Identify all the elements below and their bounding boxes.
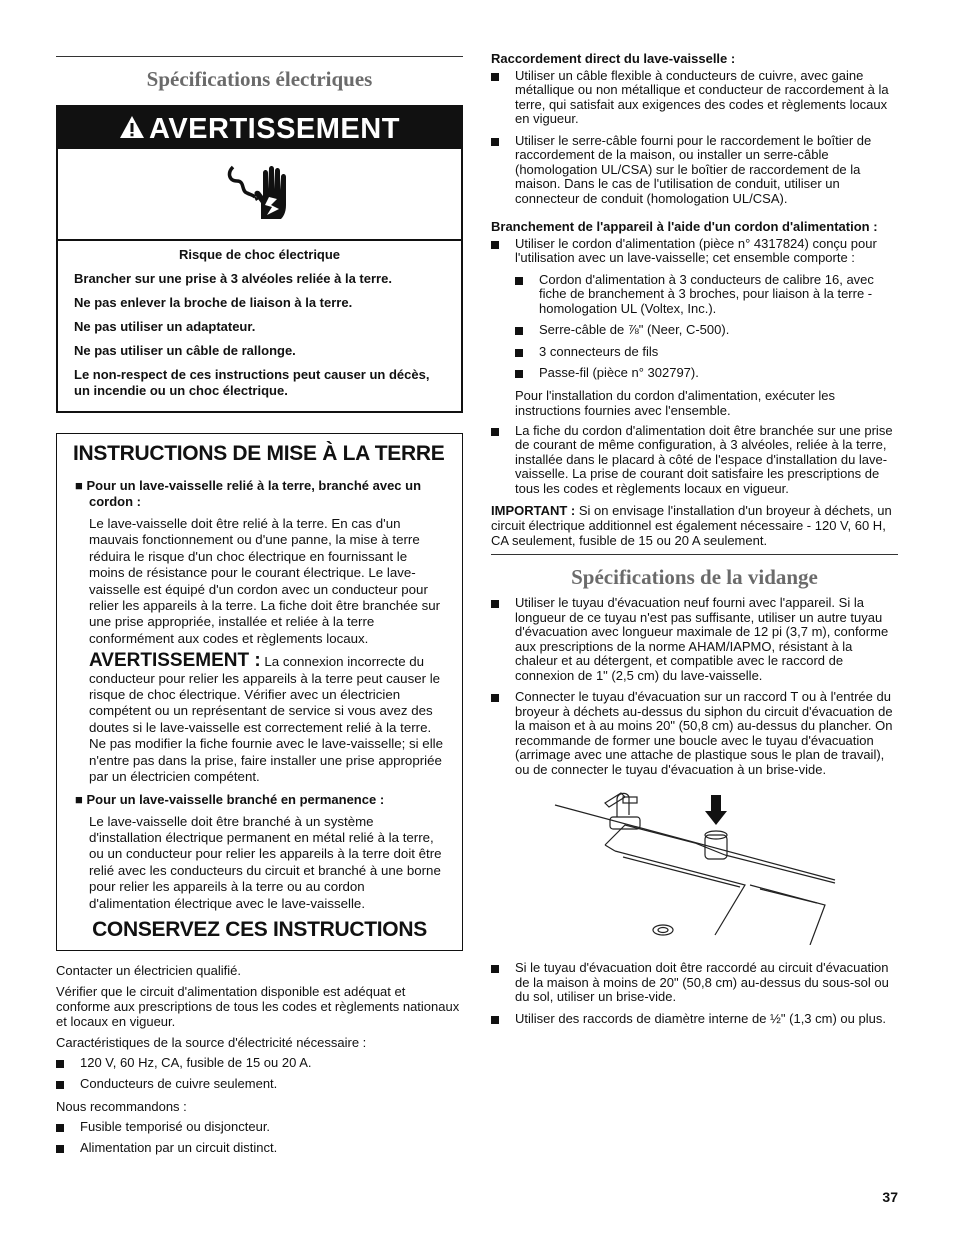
grounding-bullet-text: Pour un lave-vaisselle relié à la terre, branché avec un cordon : <box>86 478 422 509</box>
top-rule <box>56 56 463 57</box>
list-item: Si le tuyau d'évacuation doit être raccordé au circuit d'évacuation de la maison à moins de 20" (50,8 cm) au-dessus du sous-sol ou du sol, utiliser un brise-vide. <box>491 961 898 1005</box>
grounding-bullet-corded <box>73 478 446 510</box>
warning-title: AVERTISSEMENT <box>149 113 400 145</box>
drain-list <box>491 596 898 777</box>
right-column <box>491 52 898 1033</box>
list-item: Connecter le tuyau d'évacuation sur un raccord T ou à l'entrée du broyeur à déchets au-dessus du siphon du circuit d'évacuation de la maison et à au moins 20" (50,8 cm) au-dessus du plancher. On recommande de former une boucle avec le tuyau d'évacuation (arrimage avec une attache de plastique sous le plan de travail), ou de connecter le tuyau d'évacuation à un brise-vide. <box>491 690 898 777</box>
direct-connection-list <box>491 69 898 207</box>
sink-drain-illustration <box>545 785 845 945</box>
list-item: Conducteurs de cuivre seulement. <box>56 1077 463 1092</box>
warning-inline-text: La connexion incorrecte du conducteur pour relier les appareils à la terre peut causer le risque de choc électrique. Vérifier avec un électricien compétent ou un représentant de service si vous avez des doutes si le lave-vaisselle est correctement relié à la terre. Ne pas modifier la fiche fournie avec le lave-vaisselle; si elle n'entre pas dans la prise, faire installer une prise appropriée par un électricien compétent. <box>89 654 444 785</box>
list-item: Passe-fil (pièce n° 302797). <box>515 366 898 381</box>
warning-box <box>56 105 463 413</box>
list-item: Fusible temporisé ou disjoncteur. <box>56 1120 463 1135</box>
contact-electrician: Contacter un électricien qualifié. <box>56 962 241 978</box>
left-column <box>56 56 463 1163</box>
warning-text <box>58 241 461 411</box>
grounding-warning-paragraph <box>73 650 446 785</box>
drain-list-2 <box>491 961 898 1026</box>
important-label: IMPORTANT : <box>491 503 576 518</box>
electrical-requirements <box>56 963 463 1156</box>
important-note <box>491 503 898 548</box>
grounding-paragraph: Le lave-vaisselle doit être relié à la terre. En cas d'un mauvais fonctionnement ou d'une panne, la mise à terre réduira le risque d'un choc électrique en fournissant le moins de résistance pour le courant électrique. Le lave-vaisselle est équipé d'un cordon avec un conducteur pour relier les appareils à la terre. La fiche doit être branchée sur une prise appropriée, installée et reliée à la terre conformément aux codes et règlements locaux. <box>89 516 441 646</box>
electrical-specs-heading: Spécifications électriques <box>146 67 373 91</box>
important-text: Si on envisage l'installation d'un broyeur à déchets, un circuit électrique additionnel est également nécessaire - 120 V, 60 H, CA seulement, fusible de 15 ou 20 A seulement. <box>491 503 892 548</box>
list-item: Utiliser le cordon d'alimentation (pièce n° 4317824) conçu pour l'utilisation avec un lave-vaisselle; cet ensemble comporte : <box>491 237 898 266</box>
grounding-instructions-box <box>56 433 463 951</box>
list-item: 3 connecteurs de fils <box>515 345 898 360</box>
warning-line: Ne pas enlever la broche de liaison à la terre. <box>74 295 353 310</box>
cord-connection-heading: Branchement de l'appareil à l'aide d'un cordon d'alimentation : <box>491 219 878 234</box>
recommend-intro: Nous recommandons : <box>56 1098 187 1114</box>
shock-hazard-area <box>58 149 461 241</box>
warning-line: Ne pas utiliser un câble de rallonge. <box>74 343 296 358</box>
warning-title-bar <box>58 107 461 149</box>
grounding-title: INSTRUCTIONS DE MISE À LA TERRE <box>73 442 445 465</box>
cord-connection-list-2 <box>491 424 898 497</box>
list-item: Utiliser le serre-câble fourni pour le raccordement le boîtier de raccordement de la maison, ou installer un serre-câble (homologation UL/CSA) sur le boîtier de raccordement de la maison. Dans le cas de l'utilisation de conduit, utiliser un connecteur de conduit (homologation UL/CSA). <box>491 134 898 207</box>
list-item: Alimentation par un circuit distinct. <box>56 1141 463 1156</box>
cord-kit-list <box>515 273 898 381</box>
list-item: Utiliser le tuyau d'évacuation neuf fourni avec l'appareil. Si la longueur de ce tuyau n'est pas suffisante, utiliser un autre tuyau d'évacuation avec longueur maximale de 12 pi (3,7 m), conforme aux prescriptions de la norme AHAM/IAPMO, résistant à la chaleur et au détergent, et compatible avec le raccord de connexion de 1" (2,5 cm) du lave-vaisselle. <box>491 596 898 683</box>
keep-instructions: CONSERVEZ CES INSTRUCTIONS <box>92 917 427 941</box>
verify-circuit: Vérifier que le circuit d'alimentation disponible est adéquat et conforme aux prescriptions de tous les codes et règlements nationaux et locaux en vigueur. <box>56 983 460 1029</box>
page-number: 37 <box>882 1189 898 1205</box>
cord-connection-list <box>491 237 898 266</box>
direct-connection-heading: Raccordement direct du lave-vaisselle : <box>491 51 736 66</box>
recommend-list <box>56 1120 463 1156</box>
drain-rule <box>491 554 898 555</box>
warning-line: Risque de choc électrique <box>178 247 341 262</box>
sink-illustration-area <box>491 785 898 949</box>
electric-shock-hand-icon <box>225 159 295 229</box>
list-item: La fiche du cordon d'alimentation doit être branchée sur une prise de courant de même configuration, à 3 alvéoles, reliée à la terre, installée dans le placard à côté de l'espace d'installation du lave-vaisselle. La prise de courant doit satisfaire les prescriptions de tous les codes et règlements locaux en vigueur. <box>491 424 898 497</box>
grounding-bullet-permanent <box>73 792 446 808</box>
cord-note: Pour l'installation du cordon d'alimentation, exécuter les instructions fournies avec l'ensemble. <box>515 387 836 418</box>
warning-line: Brancher sur une prise à 3 alvéoles reliée à la terre. <box>74 271 392 286</box>
drain-specs-heading: Spécifications de la vidange <box>571 565 818 589</box>
list-item: Cordon d'alimentation à 3 conducteurs de calibre 16, avec fiche de branchement à 3 broches, pour liaison à la terre - homologation UL (Voltex, Inc.). <box>515 273 898 317</box>
grounding-bullet-text: Pour un lave-vaisselle branché en permanence : <box>86 791 385 807</box>
grounding-paragraph: Le lave-vaisselle doit être branché à un système d'installation électrique permanent en métal relié à la terre, ou un conducteur pour relier les appareils à la terre doit être relié avec les conducteurs du circuit et branché à une borne pour relier les appareils à la terre ou au cordon d'alimentation électrique avec le lave-vaisselle. <box>89 813 442 911</box>
warning-inline-label: AVERTISSEMENT : <box>89 650 261 672</box>
list-item: Utiliser un câble flexible à conducteurs de cuivre, avec gaine métallique ou non métallique et conducteur de raccordement à la terre, qui satisfait aux exigences des codes et règlements locaux en vigueur. <box>491 69 898 127</box>
warning-line: Ne pas utiliser un adaptateur. <box>74 319 256 334</box>
warning-line: Le non-respect de ces instructions peut causer un décès, un incendie ou un choc électrique. <box>74 367 430 398</box>
characteristics-list <box>56 1056 463 1092</box>
list-item: Serre-câble de ⅞" (Neer, C-500). <box>515 323 898 338</box>
characteristics-intro: Caractéristiques de la source d'électricité nécessaire : <box>56 1034 367 1050</box>
square-bullet-icon: ■ <box>75 478 87 493</box>
warning-triangle-icon <box>119 108 145 152</box>
square-bullet-icon: ■ <box>75 791 87 807</box>
list-item: 120 V, 60 Hz, CA, fusible de 15 ou 20 A. <box>56 1056 463 1071</box>
list-item: Utiliser des raccords de diamètre interne de ½" (1,3 cm) ou plus. <box>491 1012 898 1027</box>
